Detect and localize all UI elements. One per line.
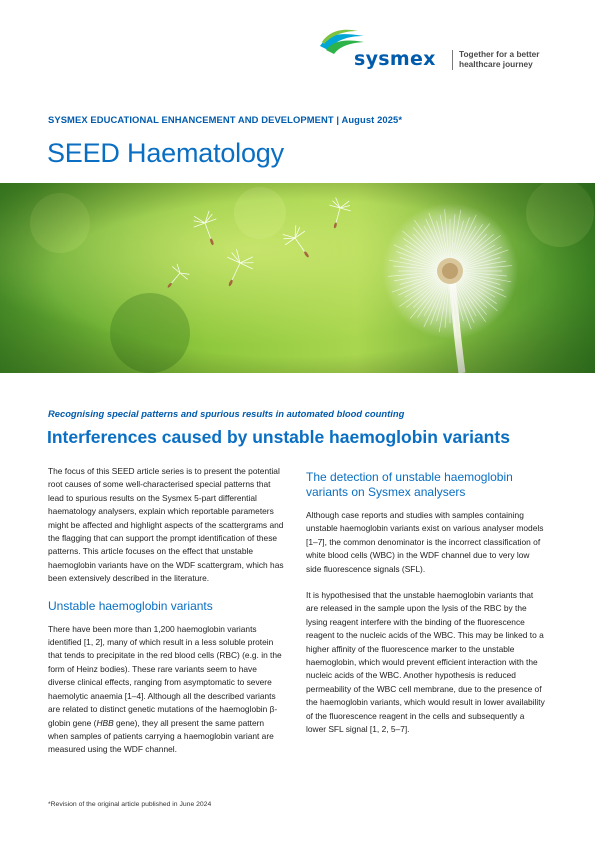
dandelion-illustration: [0, 183, 595, 373]
tagline-line-1: Together for a better: [459, 49, 540, 59]
brand-wordmark: sysmex: [354, 48, 436, 70]
logo-divider: [452, 50, 453, 70]
intro-paragraph: The focus of this SEED article series is to present the potential root causes of some well-characterised special patterns that lead to spurious results on the Sysmex 5-part differential haematology analysers, explain which reportable parameters might be affected and highlight aspects of the scattergrams and the flagging that can support the prompt identification of these patterns. This article focuses on the effect that unstable haemoglobin variants have on the WDF scattergram, which has been extensively described in the literature.: [48, 466, 284, 584]
article-kicker: Recognising special patterns and spurious results in automated blood counting: [48, 408, 405, 419]
section1-paragraph: [48, 623, 286, 757]
left-column: [48, 465, 286, 770]
tagline-line-2: healthcare journey: [459, 59, 533, 69]
article-title: Interferences caused by unstable haemoglobin variants: [47, 427, 510, 447]
section2-paragraph-1: Although case reports and studies with samples containing unstable haemoglobin variants exist on various analyser models [1–7], the common denominator is the incorrect classification of white blood cells (WBC) in the WDF channel due to very low side fluorescence signals (SFL).: [306, 510, 544, 574]
footnote: *Revision of the original article published in June 2024: [48, 801, 212, 808]
brand-tagline: [459, 49, 559, 69]
section1-text-b: gene), they all present the same pattern when samples of patients carrying a haemoglobin variant are measured using the WDF channel.: [48, 717, 274, 755]
hero-image-dandelion: [0, 183, 595, 373]
section2-paragraph-2: It is hypothesised that the unstable haemoglobin variants that are released in the sample upon the lysis of the RBC by the lysing reagent interfere with the binding of the fluorescence reagent to the nucleic acids of the WBC. This may be linked to a higher affinity of the fluorescence marker to the unstable haemoglobin, which would prevent efficient interaction with the nucleic acids of the WBC. Another hypothesis is reduced permeability of the WBC cell membrane, due to the presence of the haemoglobin variants, which would result in lower availability of the fluorescence reagent in the cells and subsequently a lower SFL signal [1, 2, 5–7].: [306, 590, 545, 735]
gene-name: HBB: [96, 717, 114, 728]
sysmex-logo: [318, 28, 548, 72]
right-column: [306, 470, 546, 750]
section-heading-unstable-variants: Unstable haemoglobin variants: [48, 598, 213, 613]
section1-text-a: There have been more than 1,200 haemoglobin variants identified [1, 2], many of which result in a less soluble protein that tends to precipitate in the red blood cells (RBC) (e.g. in the form of Heinz bodies). These rare variants seem to have diverse clinical effects, ranging from asymptomatic to severe haemolytic anaemia [1–4]. Although all the described variants are related to distinct genetic mutations of the haemoglobin β-globin gene (: [48, 623, 282, 728]
series-label: SYSMEX EDUCATIONAL ENHANCEMENT AND DEVELOPMENT | August 2025*: [48, 114, 403, 125]
page-title: SEED Haematology: [47, 138, 284, 168]
section-heading-detection: The detection of unstable haemoglobin variants on Sysmex analysers: [306, 470, 513, 499]
